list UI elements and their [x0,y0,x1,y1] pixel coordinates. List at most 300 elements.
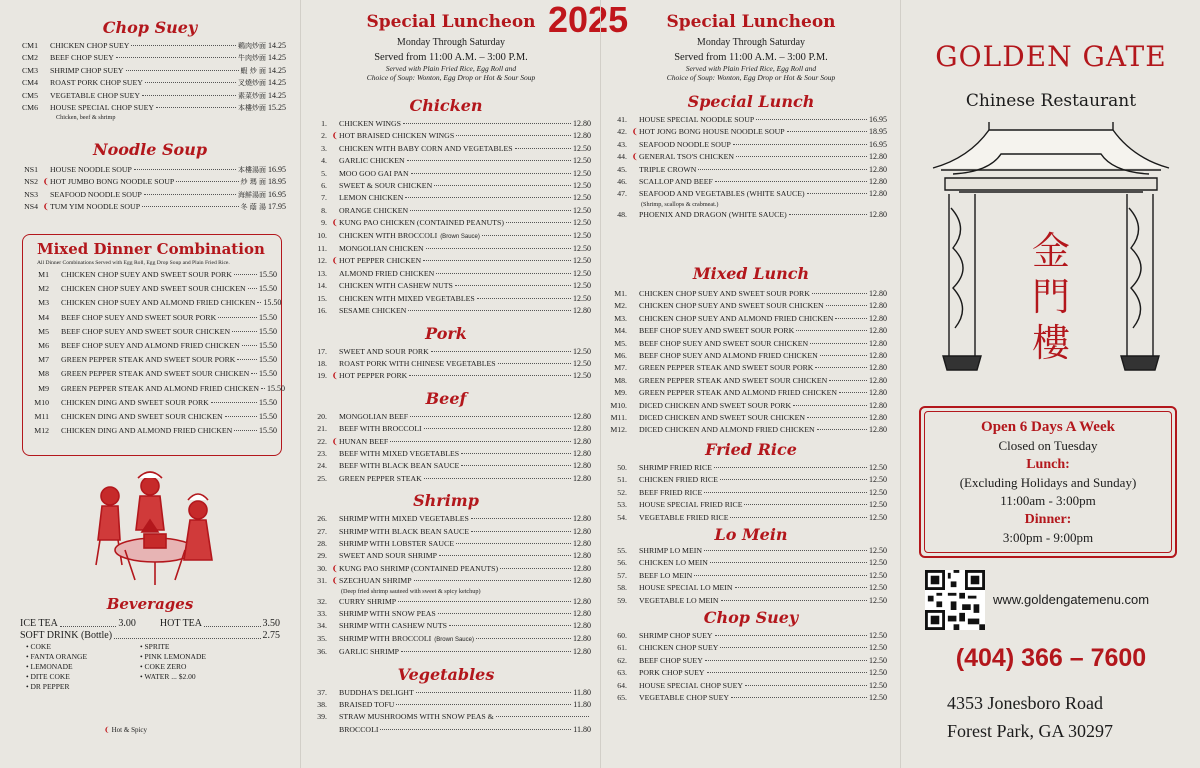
dot-leader [515,148,571,149]
item-price: 15.50 [259,326,277,336]
item-price: 12.80 [573,131,591,141]
item-price: 12.80 [869,189,887,199]
menu-row [301,608,591,620]
menu-row [601,545,887,557]
item-price: 12.80 [869,413,887,423]
menu-row [601,474,887,486]
menu-row [601,424,887,436]
dot-leader [142,206,239,207]
item-name: CHICKEN WITH MIXED VEGETABLES [339,293,475,303]
menu-row [301,155,591,167]
menu-row [601,313,887,325]
item-name: BEEF WITH BROCCOLI [339,424,422,434]
item-number: CM2 [21,53,38,63]
item-price: 12.80 [573,596,591,606]
item-number: M4. [614,326,627,336]
item-price: 12.80 [869,152,887,162]
dot-leader [251,373,257,374]
dot-leader [237,359,257,360]
item-price: 12.80 [573,551,591,561]
dot-leader [807,417,867,418]
section-title: Shrimp [413,491,479,511]
item-name: GREEN PEPPER STEAK AND ALMOND FRIED CHICKEN [61,383,259,393]
luncheon-header-2 [601,12,901,82]
item-price: 12.80 [869,326,887,336]
menu-row [601,387,887,399]
item-price: 12.80 [869,363,887,373]
dot-leader [411,173,571,174]
special-lunch-list [601,114,887,221]
item-name: LEMON CHICKEN [339,193,404,203]
item-number: 42. [617,127,627,137]
hot-pepper-icon: ❨ [331,371,339,381]
menu-row [301,255,591,267]
closed-day: Closed on Tuesday [998,438,1098,453]
mixed-dinner-list [27,268,285,438]
item-number: 62. [617,655,627,665]
restaurant-subtitle: Chinese Restaurant [965,91,1137,111]
menu-row [27,296,282,310]
item-number: 35. [317,633,327,643]
luncheon-served-2: Served from 11:00 A.M. – 3:00 P.M. [674,52,828,63]
mixed-dinner-note: All Dinner Combinations Served with Egg Roll, Egg Drop Soup and Plain Fried Rice. [37,260,230,266]
item-name: HOT BRAISED CHICKEN WINGS [339,131,455,141]
item-number: 30. [317,563,327,573]
item-price: 16.95 [268,189,286,199]
item-price: 12.50 [869,475,887,485]
dot-leader [698,169,867,170]
item-price: 12.50 [869,558,887,568]
menu-row [301,448,591,460]
item-number: 54. [617,512,627,522]
item-price: 12.50 [869,463,887,472]
item-price: 12.80 [573,526,591,536]
luncheon-days-2: Monday Through Saturday [696,37,806,48]
menu-row [601,499,887,511]
item-name: SWEET AND SOUR PORK [339,346,429,356]
soft-drink-option: • SPRITE [140,642,170,651]
dot-leader [144,194,236,195]
restaurant-name: GOLDEN GATE [935,40,1167,73]
item-subnote: (Shrimp, scallops & crabmeat.) [641,200,719,208]
address-line-1: 4353 Jonesboro Road [947,693,1103,713]
qr-code-icon[interactable] [925,570,985,630]
item-price: 15.50 [266,383,285,393]
dot-leader [471,518,571,519]
menu-row [301,358,591,370]
item-number: 29. [317,551,327,561]
soft-drink-label: SOFT DRINK (Bottle) [20,630,113,641]
item-number: 38. [317,700,327,710]
item-price: 12.50 [573,218,591,228]
menu-row [301,563,591,575]
item-name: CHICKEN LO MEIN [639,558,708,568]
item-name: SWEET & SOUR CHICKEN [339,181,433,191]
item-number: NS2 [24,177,38,187]
item-price: 14.25 [268,90,286,100]
item-name: SESAME CHICKEN [339,306,407,316]
item-price: 12.80 [573,514,591,524]
menu-row [27,424,277,438]
item-price: 12.50 [573,371,591,381]
dot-leader [423,260,571,261]
dot-leader [410,210,571,211]
item-price: 12.50 [869,583,887,593]
dot-leader [449,625,571,626]
dot-leader [810,343,867,344]
luncheon-sections-1 [301,96,591,736]
item-name: BEEF LO MEIN [639,570,693,580]
chinese-char-1: 金 [1031,229,1070,273]
item-number: 32. [317,596,327,606]
item-name: CHICKEN WITH BABY CORN AND VEGETABLES [339,143,513,153]
item-name: CHICKEN WITH BROCCOLI [339,230,438,240]
menu-row [2,40,286,52]
menu-row [601,512,887,524]
chefs-illustration-icon [80,470,230,590]
lunch-note: (Excluding Holidays and Sunday) [959,475,1137,490]
item-name: SHRIMP WITH MIXED VEGETABLES [339,514,469,524]
menu-row [301,346,591,358]
item-number: 52. [617,487,627,497]
item-number: 48. [617,209,627,219]
dot-leader [455,285,571,286]
item-price: 12.80 [869,289,887,298]
dot-leader [839,392,867,393]
item-number: M3 [38,298,49,308]
hot-tea-price: 3.50 [262,618,281,629]
menu-row [301,436,591,448]
item-price: 12.80 [573,411,591,421]
hot-pepper-icon: ❨ [42,202,50,212]
menu-row [2,52,286,64]
item-number: 11. [317,244,327,254]
item-number: 4. [321,156,327,166]
item-name: GENERAL TSO'S CHICKEN [639,152,734,162]
dot-leader [815,367,867,368]
hot-pepper-icon: ❨ [42,177,50,187]
menu-row [301,280,591,292]
item-name: SHRIMP WITH SNOW PEAS [339,609,436,618]
item-price: 12.50 [573,346,591,356]
dot-leader [401,651,571,652]
item-number: 2. [321,131,327,141]
item-price: 12.80 [869,375,887,385]
item-number: 59. [617,595,627,605]
menu-row [601,350,887,362]
menu-row [301,411,591,423]
item-name: BROCCOLI [339,724,379,734]
item-number: CM6 [21,103,38,113]
menu-row [301,473,591,485]
item-name: DICED CHICKEN AND SWEET SOUR PORK [639,400,792,410]
mixed-lunch-list [601,288,887,437]
dot-leader [471,531,571,532]
dot-leader [211,402,257,403]
dot-leader [403,123,571,124]
dot-leader [461,465,571,466]
dot-leader [720,647,867,648]
soft-drink-option: • DR PEPPER [26,682,70,691]
item-number: M5. [614,338,627,348]
item-price: 15.50 [263,298,282,308]
luncheon-note2-1: Choice of Soup: Wonton, Egg Drop or Hot & Sour Soup [366,73,536,82]
item-name: BEEF CHOP SUEY AND SWEET SOUR CHICKEN [61,326,231,336]
section-title: Beef [425,388,467,408]
dot-leader [812,293,867,294]
menu-row [301,646,591,658]
dot-leader [735,587,868,588]
item-number: 5. [321,168,327,178]
item-name: SHRIMP WITH CASHEW NUTS [339,621,447,631]
dot-leader [396,704,571,705]
item-number: M10 [34,397,49,407]
dot-leader [820,355,867,356]
menu-row [301,711,591,723]
item-chinese: 本樓炒面 [238,104,266,113]
menu-row [601,655,887,667]
item-price: 12.80 [573,621,591,631]
luncheon-title-2: Special Luncheon [666,12,836,32]
item-name: GREEN PEPPER STEAK AND SWEET SOUR PORK [639,363,814,373]
item-number: 26. [317,514,327,524]
item-number: 44. [617,152,627,162]
hot-legend-label: Hot & Spicy [111,726,148,734]
item-number: 39. [317,712,327,722]
item-chinese: 本樓湯面 [238,166,266,174]
soft-drink-price: 2.75 [262,630,280,641]
menu-row [2,65,286,77]
item-name: GREEN PEPPER STEAK AND SWEET SOUR CHICKEN [61,369,250,379]
menu-row [301,620,591,632]
dot-leader [506,222,571,223]
item-name: ALMOND FRIED CHICKEN [339,268,435,278]
item-number: 24. [317,461,327,471]
item-name: SHRIMP CHOP SUEY [50,65,124,75]
item-name: KUNG PAO CHICKEN (CONTAINED PEANUTS) [339,218,504,228]
dot-leader [745,685,867,686]
chop-suey-lunch-title: Chop Suey [703,608,799,627]
item-number: M11 [34,412,49,422]
menu-row [301,130,591,142]
item-name: GREEN PEPPER STEAK AND ALMOND FRIED CHICKEN [639,388,837,398]
menu-row [601,400,887,412]
soft-drink-option: • DITE COKE [26,672,70,681]
item-number: CM3 [21,65,38,75]
chop-suey-title: Chop Suey [102,18,198,37]
dot-leader [261,388,265,389]
menu-row [301,243,591,255]
dot-leader [407,160,571,161]
luncheon-days-1: Monday Through Saturday [396,37,506,48]
menu-row [27,410,277,424]
item-name: VEGETABLE LO MEIN [639,595,719,605]
menu-row [2,164,286,176]
section-list [301,346,591,383]
item-name: HOUSE SPECIAL LO MEIN [639,583,733,593]
item-number: 55. [617,546,627,555]
item-price: 12.80 [869,209,887,219]
menu-row [301,575,591,587]
item-number: M7 [38,355,49,365]
menu-row [27,396,277,410]
dot-leader [496,716,589,717]
item-price: 12.80 [869,351,887,361]
item-price: 14.25 [268,65,286,75]
website-link[interactable]: www.goldengatemenu.com [993,592,1150,607]
menu-row [2,90,286,102]
pepper-icon: ❨ [104,726,110,734]
item-name: DICED CHICKEN AND SWEET SOUR CHICKEN [639,413,805,423]
menu-row [601,176,887,188]
panel-cover [900,0,1200,768]
item-price: 12.50 [869,570,887,580]
item-price: 12.50 [573,230,591,240]
dot-leader [476,638,571,639]
item-chinese: 叉燒炒面 [238,79,266,88]
soft-drink-option: • WATER ... $2.00 [140,672,196,681]
menu-row [27,367,277,381]
item-name: GREEN PEPPER STEAK AND SWEET SOUR CHICKEN [639,375,828,385]
menu-row [601,325,887,337]
item-price: 14.25 [268,41,286,50]
item-name: BEEF WITH BLACK BEAN SAUCE [339,461,460,471]
item-price: 12.50 [573,143,591,153]
item-number: 43. [617,139,627,149]
item-price: 12.50 [869,643,887,653]
item-price: 12.50 [573,281,591,291]
item-name: CHICKEN FRIED RICE [639,475,718,485]
item-name: HOUSE SPECIAL FRIED RICE [639,500,743,510]
item-name: TUM YIM NOODLE SOUP [50,202,141,212]
item-number: 60. [617,631,627,640]
menu-row [2,102,286,114]
item-name: HOUSE SPECIAL CHOP SUEY [50,103,155,113]
item-price: 14.25 [268,53,286,63]
item-price: 12.50 [573,293,591,303]
fried-rice-title: Fried Rice [705,440,797,459]
item-number: 1. [321,119,327,128]
item-number: 18. [317,358,327,368]
section-list [301,411,591,485]
item-price: 12.50 [869,655,887,665]
section-list [301,513,591,658]
section-title: Chicken [409,96,483,115]
item-price: 15.50 [259,397,277,407]
item-price: 12.50 [869,500,887,510]
item-number: 25. [317,473,327,483]
item-chinese: 冬 蔭 湯 [240,203,266,212]
dot-leader [405,197,571,198]
menu-row [301,699,591,711]
dot-leader [257,302,261,303]
menu-row [301,513,591,525]
menu-row [601,139,887,151]
menu-row [301,168,591,180]
item-name: SHRIMP FRIED RICE [639,463,712,472]
dot-leader [434,185,571,186]
item-price: 15.50 [259,412,277,422]
item-name: HOT JONG BONG HOUSE NOODLE SOUP [639,127,785,137]
item-name: ROAST PORK CHOP SUEY [50,78,143,88]
dot-leader [409,375,571,376]
hot-pepper-icon: ❨ [331,563,339,573]
item-price: 12.80 [573,633,591,643]
item-name: SEAFOOD NOODLE SOUP [639,139,731,149]
item-name: VEGETABLE CHOP SUEY [50,90,141,100]
dot-leader [248,288,257,289]
item-price: 12.80 [869,301,887,311]
hot-pepper-icon: ❨ [331,576,339,586]
menu-row [601,642,887,654]
dot-leader [390,441,571,442]
item-number: 31. [317,576,327,586]
dot-leader [704,492,867,493]
item-name: BEEF CHOP SUEY AND ALMOND FRIED CHICKEN [639,351,818,361]
item-number: 22. [317,436,327,446]
special-lunch-title: Special Lunch [687,92,815,111]
item-name: BRAISED TOFU [339,700,395,710]
item-price: 18.95 [869,127,887,137]
menu-row [601,570,887,582]
hot-legend [104,726,147,734]
item-price: 15.50 [259,341,277,351]
menu-row [301,230,591,243]
item-name: GREEN PEPPER STEAK AND SWEET SOUR PORK [61,355,236,365]
item-price: 12.50 [573,358,591,368]
menu-row [301,293,591,305]
item-price: 12.80 [573,424,591,434]
dot-leader [218,317,257,318]
item-price: 12.50 [573,256,591,266]
item-number: 56. [617,558,627,568]
item-name: CHICKEN WITH CASHEW NUTS [339,281,453,291]
item-name: CHICKEN CHOP SUEY AND SWEET SOUR CHICKEN [639,301,824,311]
item-number: CM4 [21,78,38,88]
item-name: MONGOLIAN CHICKEN [339,244,424,254]
item-price: 12.80 [573,576,591,586]
menu-row [301,596,591,608]
menu-row [27,325,277,339]
item-number: 20. [317,411,327,421]
menu-row [27,339,277,353]
item-price: 15.25 [268,103,286,113]
phone-number[interactable]: (404) 366 – 7600 [955,644,1147,672]
menu-row [601,412,887,424]
menu-row [601,209,887,221]
dot-leader [426,248,571,249]
item-chinese: 素菜炒面 [238,91,266,100]
item-number: 63. [617,668,627,678]
dot-leader [456,543,571,544]
item-price: 15.50 [259,426,277,436]
dot-leader [234,430,257,431]
soft-drink-option: • FANTA ORANGE [26,652,88,661]
dot-leader [408,310,571,311]
item-price: 12.80 [869,400,887,410]
item-number: M8 [38,369,49,379]
item-name: HOUSE SPECIAL CHOP SUEY [639,680,744,690]
item-name: CHICKEN WINGS [339,119,402,128]
luncheon-note2-2: Choice of Soup: Wonton, Egg Drop or Hot & Sour Soup [666,73,836,82]
dot-leader [477,298,571,299]
hot-pepper-icon: ❨ [331,436,339,446]
dot-leader [500,568,571,569]
dot-leader [744,504,867,505]
item-number: 53. [617,500,627,510]
dot-leader [431,351,571,352]
item-number: 27. [317,526,327,536]
